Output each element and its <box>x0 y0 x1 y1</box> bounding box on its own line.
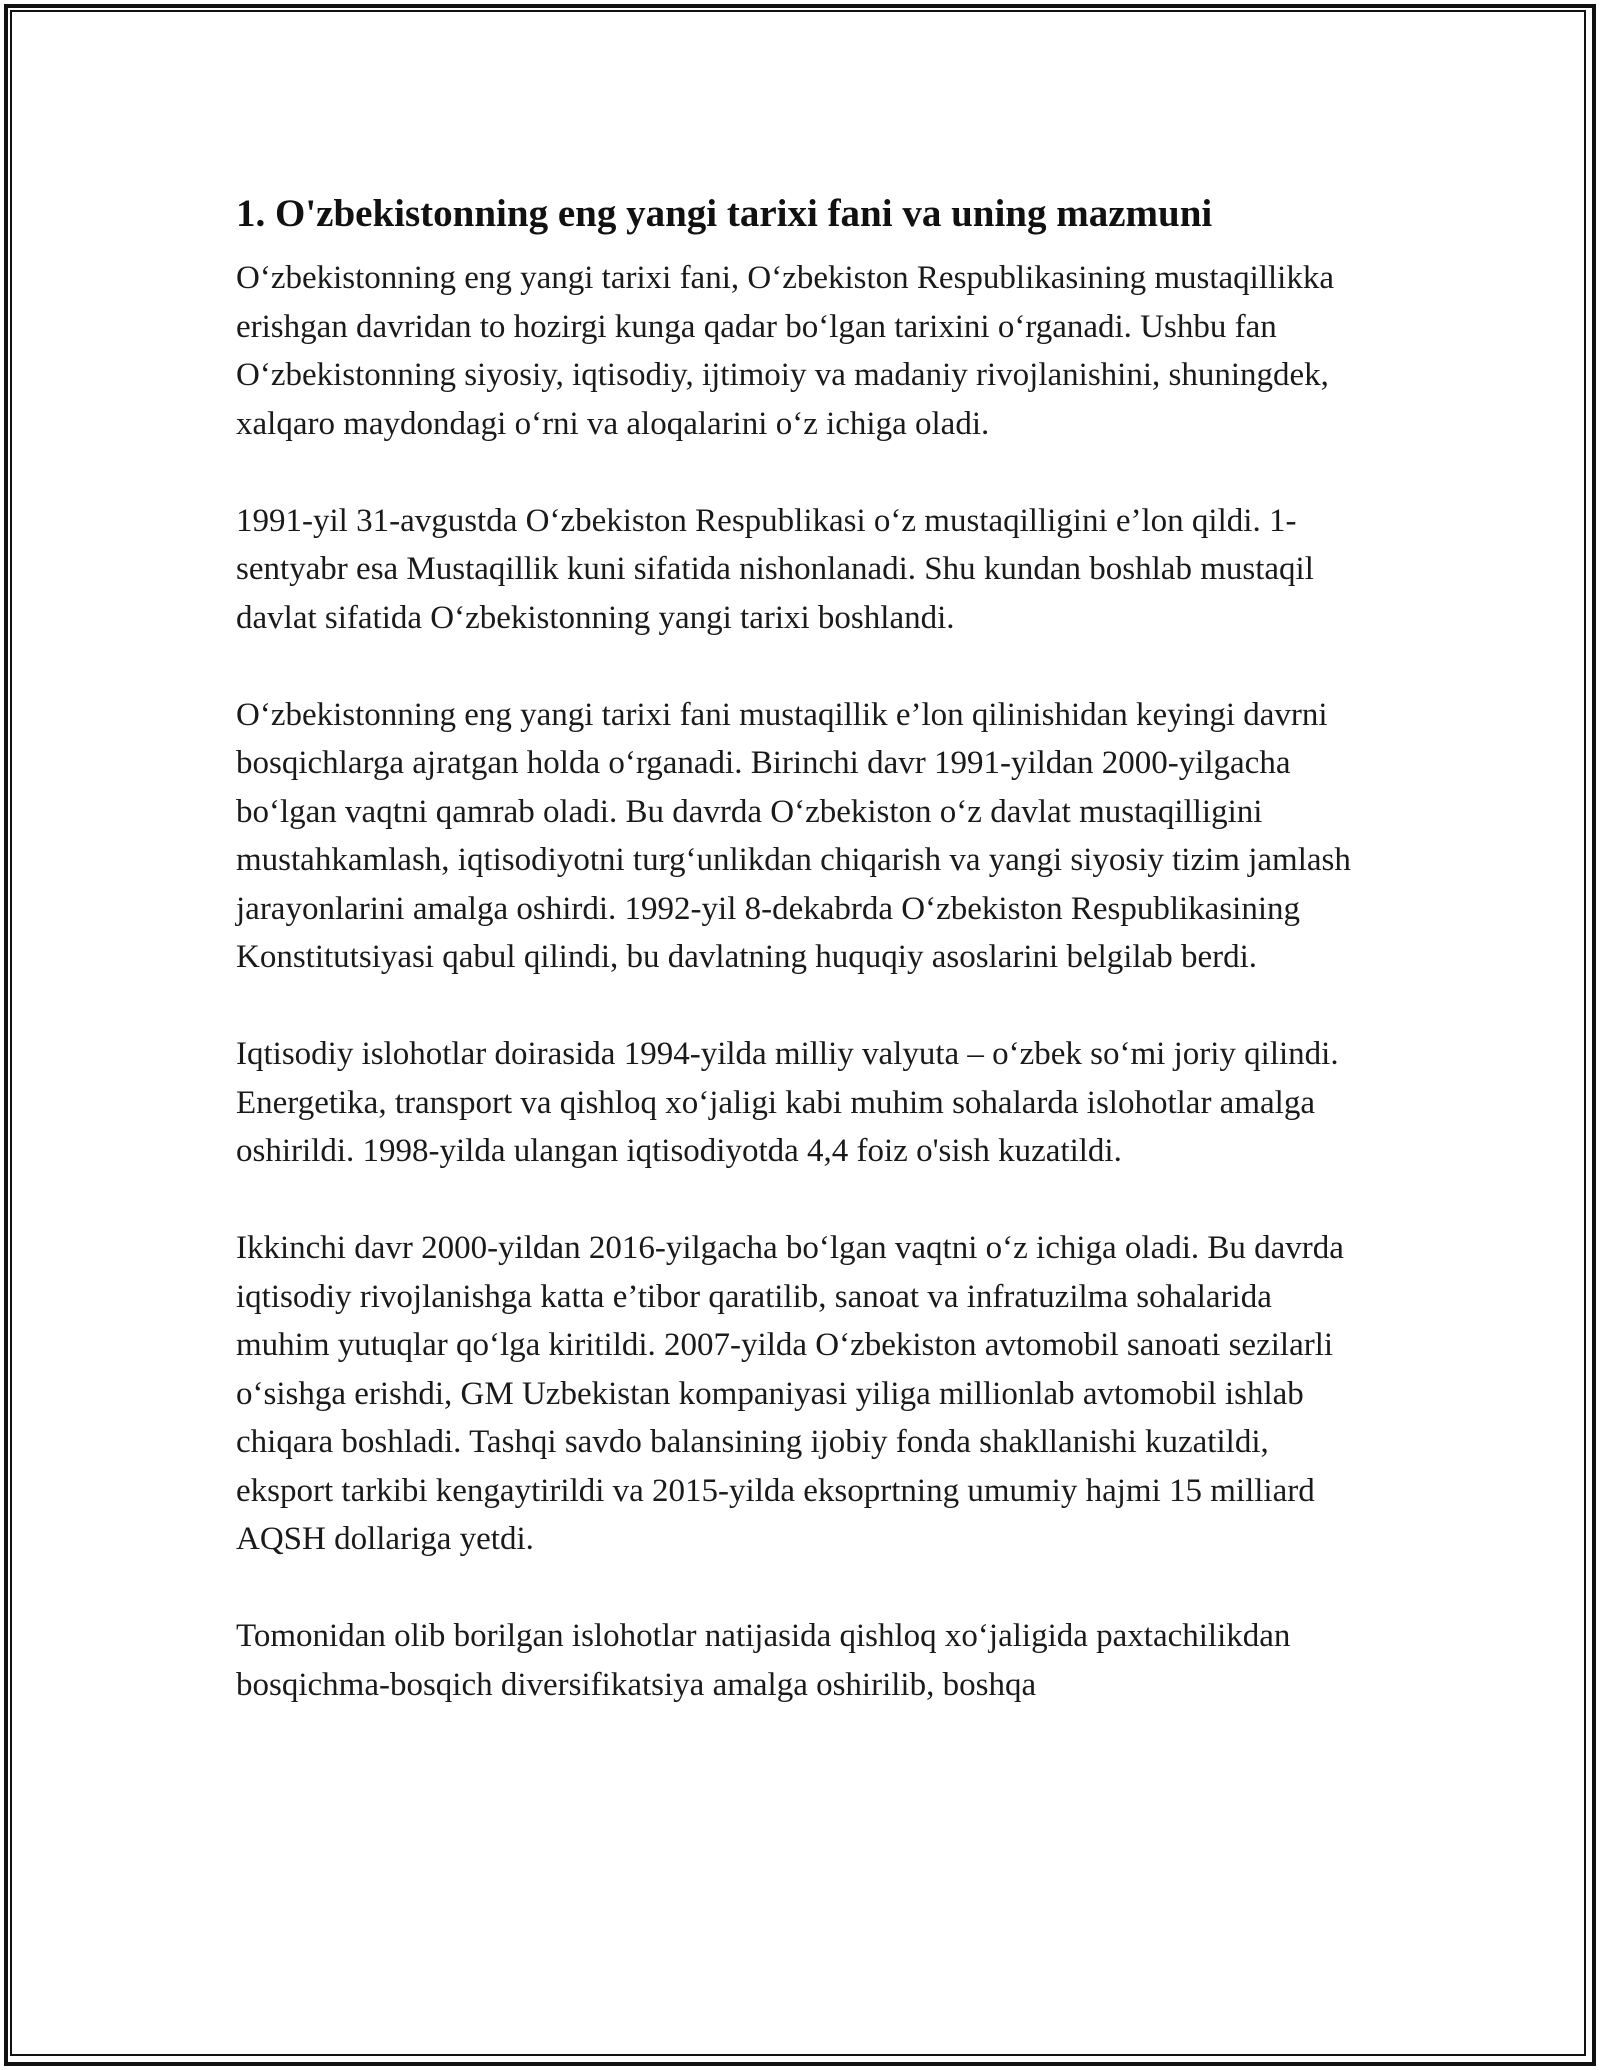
document-body <box>236 186 1366 1709</box>
paragraph-intro: O‘zbekistonning eng yangi tarixi fani, O‘zbekiston Respublikasining mustaqillikka erishgan davridan to hozirgi kunga qadar bo‘lgan tarixini o‘rganadi. Ushbu fan O‘zbekistonning siyosiy, iqtisodiy, ijtimoiy va madaniy rivojlanishini, shuningdek, xalqaro maydondagi o‘rni va aloqalarini o‘z ichiga oladi. <box>236 260 1334 442</box>
paragraph-second-period: Ikkinchi davr 2000-yildan 2016-yilgacha bo‘lgan vaqtni o‘z ichiga oladi. Bu davrda iqtisodiy rivojlanishga katta e’tibor qaratilib, sanoat va infratuzilma sohalarida muhim yutuqlar qo‘lga kiritildi. 2007-yilda O‘zbekiston avtomobil sanoati sezilarli o‘sishga erishdi, GM Uzbekistan kompaniyasi yiliga millionlab avtomobil ishlab chiqara boshladi. Tashqi savdo balansining ijobiy fonda shakllanishi kuzatildi, eksport tarkibi kengaytirildi va 2015-yilda eksoprtning umumiy hajmi 15 milliard AQSH dollariga yetdi. <box>236 1230 1344 1557</box>
paragraph-independence: 1991-yil 31-avgustda O‘zbekiston Respublikasi o‘z mustaqilligini e’lon qildi. 1-sentyabr esa Mustaqillik kuni sifatida nishonlanadi. Shu kundan boshlab mustaqil davlat sifatida O‘zbekistonning yangi tarixi boshlandi. <box>236 502 1314 636</box>
paragraph-first-period: O‘zbekistonning eng yangi tarixi fani mustaqillik e’lon qilinishidan keyingi davrni bosqichlarga ajratgan holda o‘rganadi. Birinchi davr 1991-yildan 2000-yilgacha bo‘lgan vaqtni qamrab oladi. Bu davrda O‘zbekiston o‘z davlat mustaqilligini mustahkamlash, iqtisodiyotni turg‘unlikdan chiqarish va yangi siyosiy tizim jamlash jarayonlarini amalga oshirdi. 1992-yil 8-dekabrda O‘zbekiston Respublikasining Konstitutsiyasi qabul qilindi, bu davlatning huquqiy asoslarini belgilab berdi. <box>236 696 1351 975</box>
section-heading: 1. O'zbekistonning eng yangi tarixi fani va uning mazmuni <box>236 192 1213 235</box>
paragraph-economic-reforms: Iqtisodiy islohotlar doirasida 1994-yilda milliy valyuta – o‘zbek so‘mi joriy qilindi. Energetika, transport va qishloq xo‘jaligi kabi muhim sohalarda islohotlar amalga oshirildi. 1998-yilda ulangan iqtisodiyotda 4,4 foiz o'sish kuzatildi. <box>236 1036 1339 1169</box>
paragraph-agriculture: Tomonidan olib borilgan islohotlar natijasida qishloq xo‘jaligida paxtachilikdan bosqichma-bosqich diversifikatsiya amalga oshirilib, boshqa <box>236 1618 1291 1703</box>
